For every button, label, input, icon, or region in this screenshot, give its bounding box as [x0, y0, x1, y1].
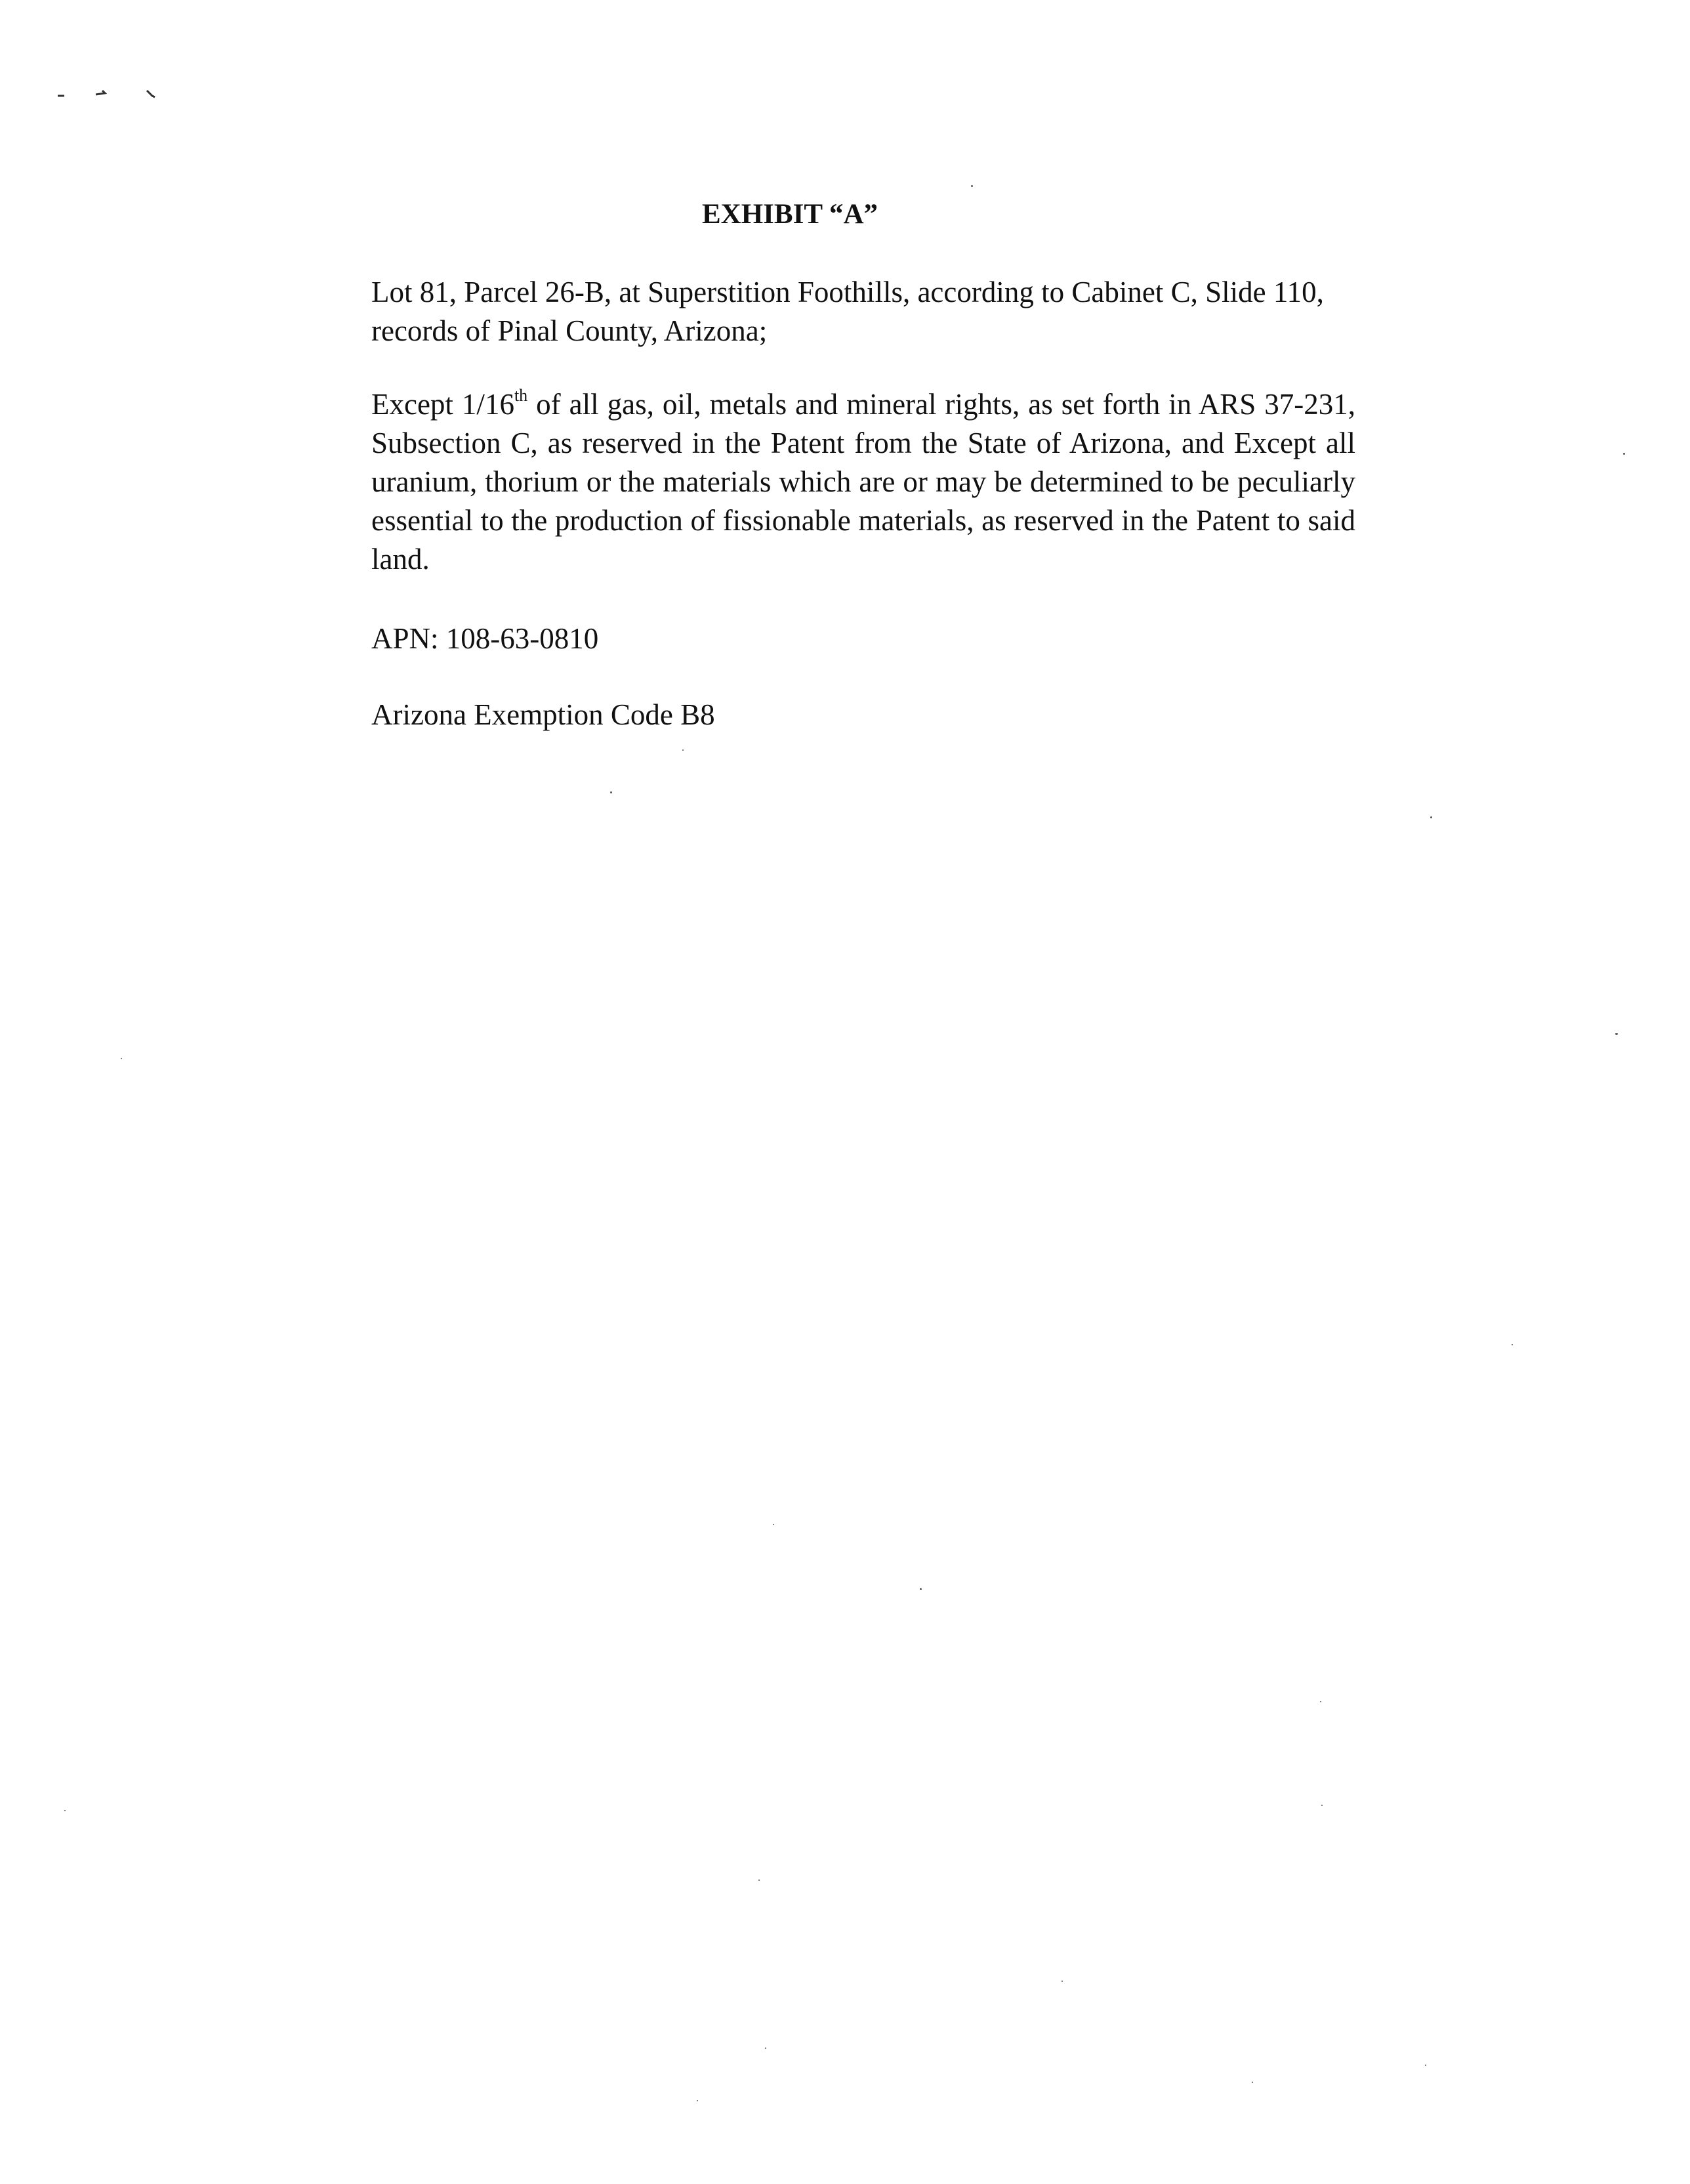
scan-speck	[697, 2100, 698, 2101]
scan-speck	[610, 791, 612, 793]
scan-speck	[682, 749, 684, 751]
exception-text: of all gas, oil, metals and mineral rights, as set forth in ARS 37-231, Subsection C, as reserved in the Patent from the State of Arizona, and Except all uranium, thorium or the materials which are or may be determined to be peculiarly essential to the production of fissionable materials, as reserved in the Patent to said land.	[371, 388, 1355, 576]
scan-speck	[1252, 2082, 1253, 2083]
scan-speck	[920, 1588, 922, 1590]
scan-speck	[121, 1058, 122, 1059]
scan-speck	[1623, 453, 1625, 455]
scan-speck	[765, 2048, 766, 2049]
scan-speck	[1430, 816, 1432, 818]
scan-speck	[1321, 1805, 1323, 1806]
scan-speck	[1425, 2065, 1426, 2066]
exception-prefix: Except 1/16	[371, 388, 514, 421]
scan-speck	[64, 1810, 66, 1811]
legal-description-paragraph: Lot 81, Parcel 26-B, at Superstition Foothills, according to Cabinet C, Slide 110, records of Pinal County, Arizona;	[371, 276, 1324, 347]
mineral-rights-exception-paragraph	[371, 385, 1355, 579]
ordinal-superscript: th	[514, 386, 528, 405]
scan-speck	[773, 1524, 774, 1525]
exhibit-heading: EXHIBIT “A”	[702, 199, 878, 230]
scan-speck	[1512, 1344, 1513, 1345]
scan-speck	[971, 185, 973, 187]
apn-line: APN: 108-63-0810	[371, 622, 599, 655]
scan-corner-marks	[56, 84, 175, 104]
scan-speck	[1615, 1033, 1618, 1035]
scan-speck	[1320, 1701, 1321, 1702]
exemption-code-line: Arizona Exemption Code B8	[371, 698, 715, 731]
scan-speck	[1061, 1981, 1063, 1982]
scan-speck	[758, 1880, 760, 1881]
